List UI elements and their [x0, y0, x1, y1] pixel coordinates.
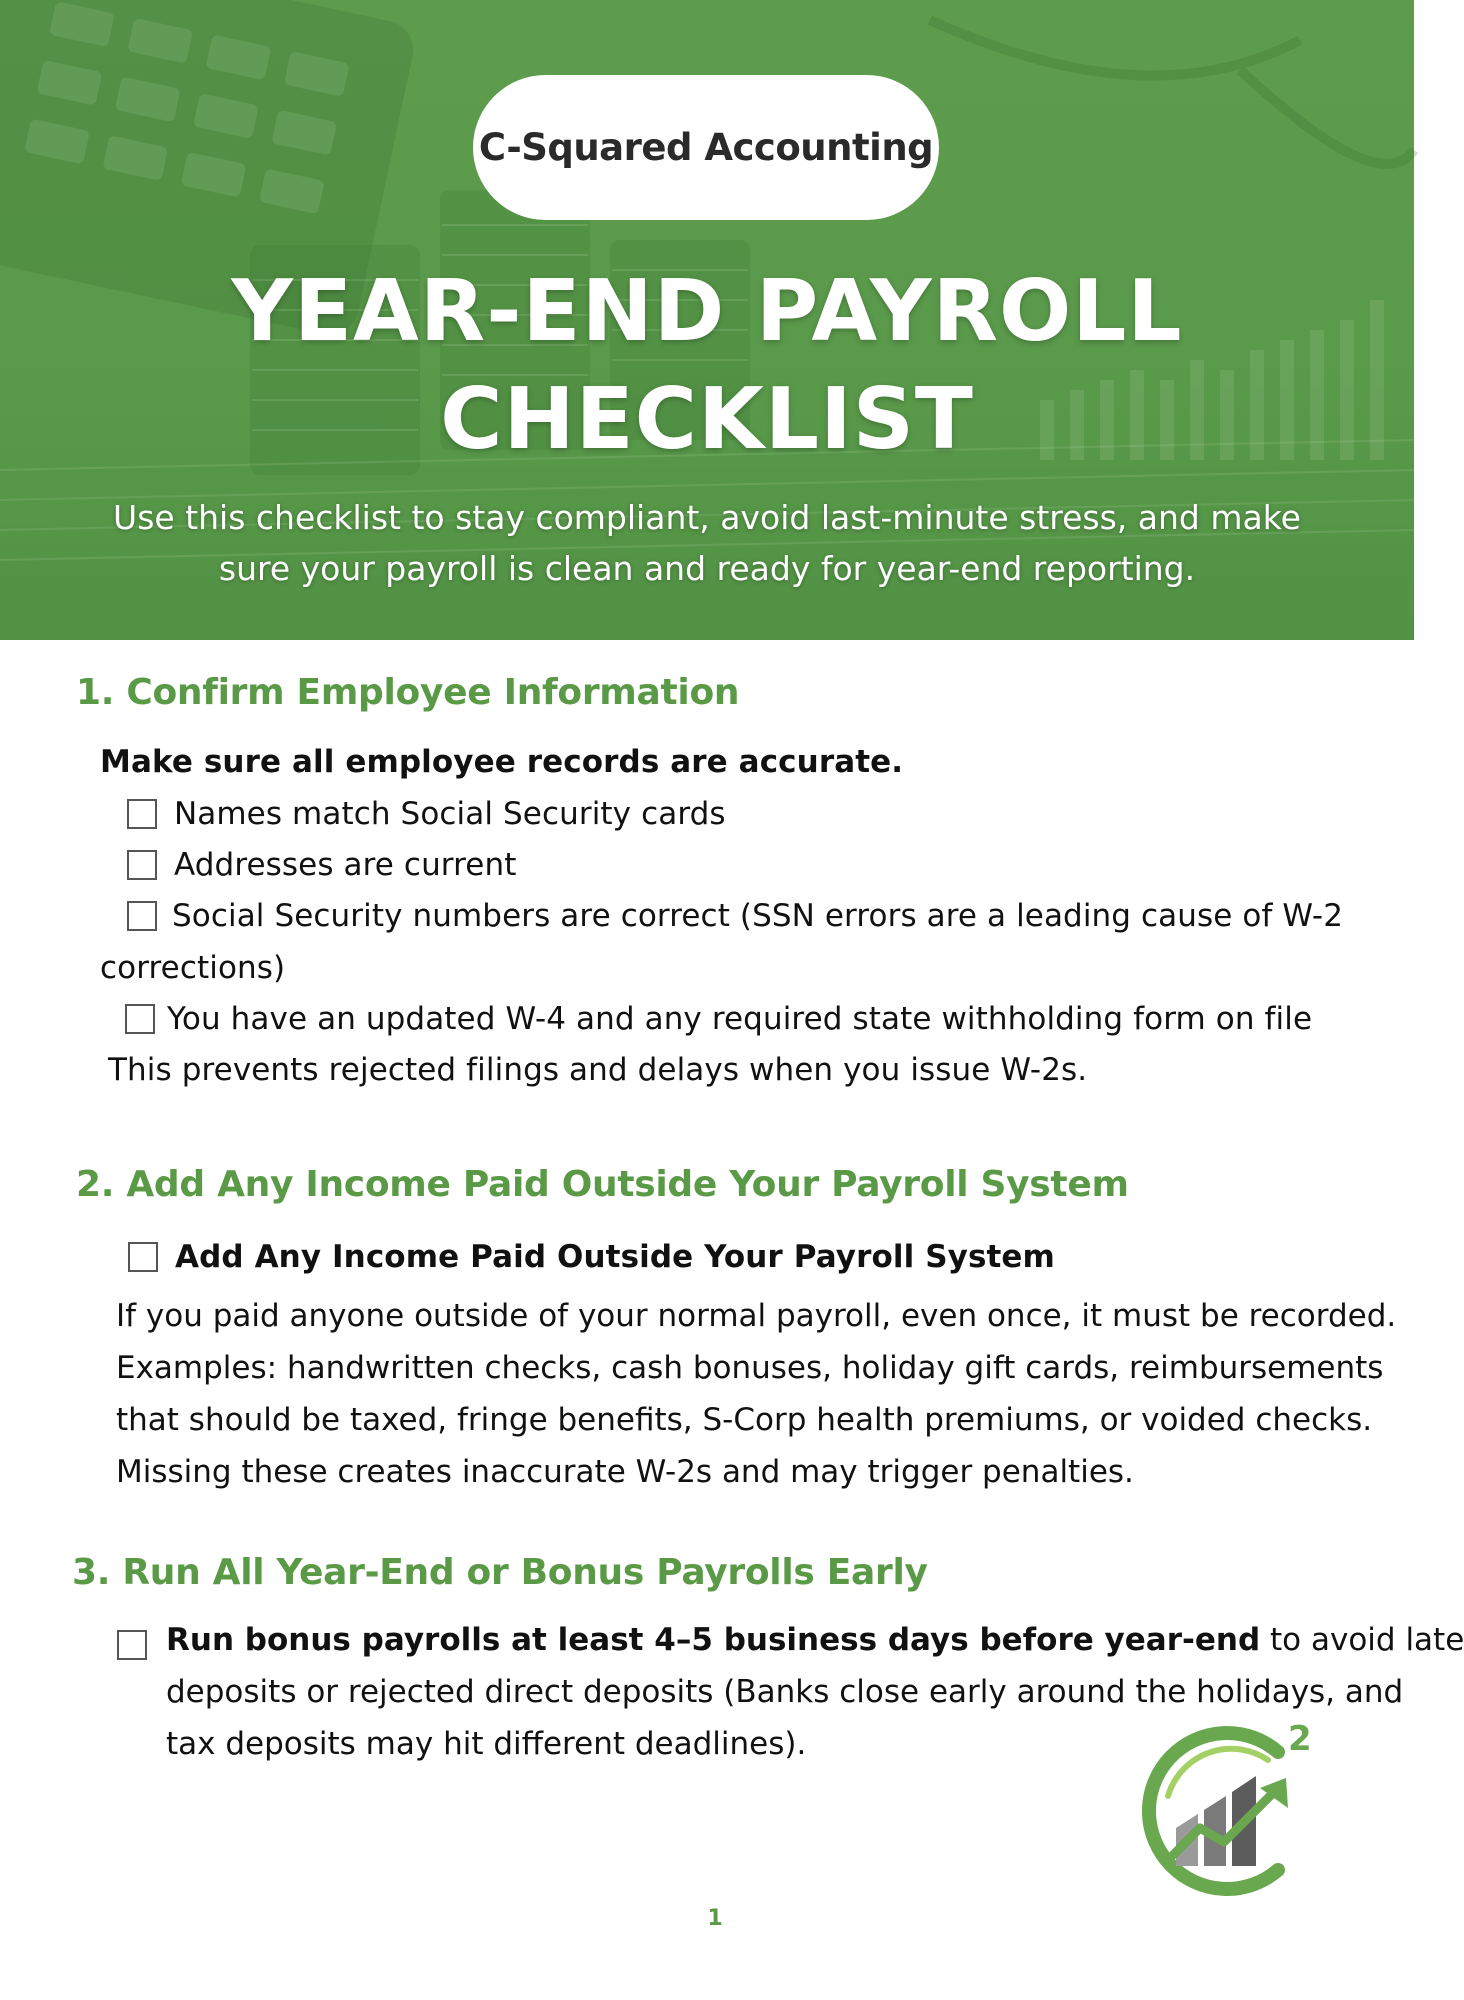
checkbox-ssn[interactable] [127, 901, 157, 931]
checklist-item-names: Names match Social Security cards [174, 796, 726, 832]
section-1-heading: 1. Confirm Employee Information [76, 672, 740, 713]
checklist-item-ssn-continued: corrections) [100, 950, 286, 986]
subtitle-line-2: sure your payroll is clean and ready for year-end reporting. [218, 549, 1196, 588]
subtitle-line-1: Use this checklist to stay compliant, avoid last-minute stress, and make [113, 498, 1301, 537]
checklist-item-ssn: Social Security numbers are correct (SSN errors are a leading cause of W-2 [172, 898, 1344, 934]
section-1-lead [100, 742, 903, 782]
checklist-item-outside-income-text: Add Any Income Paid Outside Your Payroll System [175, 1239, 1055, 1275]
section-2-heading: 2. Add Any Income Paid Outside Your Payroll System [76, 1164, 1129, 1205]
logo-superscript: 2 [1288, 1719, 1312, 1759]
section-2-line-3: that should be taxed, fringe benefits, S-Corp health premiums, or voided checks. [116, 1402, 1373, 1438]
page-number: 1 [707, 1906, 723, 1931]
section-3-line-2: deposits or rejected direct deposits (Banks close early around the holidays, and [166, 1674, 1404, 1710]
section-3-bold-text: Run bonus payrolls at least 4–5 business days before year-end [166, 1622, 1261, 1658]
title-line-1: YEAR-END PAYROLL [231, 262, 1183, 361]
page-subtitle [60, 492, 1354, 594]
section-2-line-2: Examples: handwritten checks, cash bonuses, holiday gift cards, reimbursements [116, 1350, 1384, 1386]
c-squared-logo [1128, 1716, 1318, 1906]
checkbox-w4[interactable] [125, 1004, 155, 1034]
section-3-line-1-rest: to avoid late [1260, 1622, 1464, 1658]
section-3-line-1 [166, 1614, 1464, 1666]
checkbox-addresses[interactable] [127, 850, 157, 880]
checklist-item-outside-income [175, 1237, 1055, 1277]
section-1-lead-text: Make sure all employee records are accurate. [100, 744, 904, 780]
section-3-heading: 3. Run All Year-End or Bonus Payrolls Early [72, 1552, 928, 1593]
brand-name: C-Squared Accounting [478, 126, 934, 169]
checklist-item-addresses: Addresses are current [174, 847, 517, 883]
page-title [0, 258, 1414, 474]
section-1-note: This prevents rejected filings and delays when you issue W-2s. [108, 1052, 1088, 1088]
checklist-item-w4: You have an updated W-4 and any required state withholding form on file [167, 1001, 1313, 1037]
hero-banner [0, 0, 1414, 640]
checkbox-names-match[interactable] [127, 799, 157, 829]
checkbox-outside-income[interactable] [128, 1242, 158, 1272]
section-2-line-1: If you paid anyone outside of your normal payroll, even once, it must be recorded. [116, 1298, 1397, 1334]
section-2-line-4: Missing these creates inaccurate W-2s and may trigger penalties. [116, 1454, 1134, 1490]
section-2-body [116, 1290, 1396, 1498]
title-line-2: CHECKLIST [440, 370, 974, 469]
brand-pill [473, 75, 939, 220]
section-3-line-3: tax deposits may hit different deadlines). [166, 1726, 807, 1762]
checkbox-bonus-payroll[interactable] [117, 1630, 147, 1660]
